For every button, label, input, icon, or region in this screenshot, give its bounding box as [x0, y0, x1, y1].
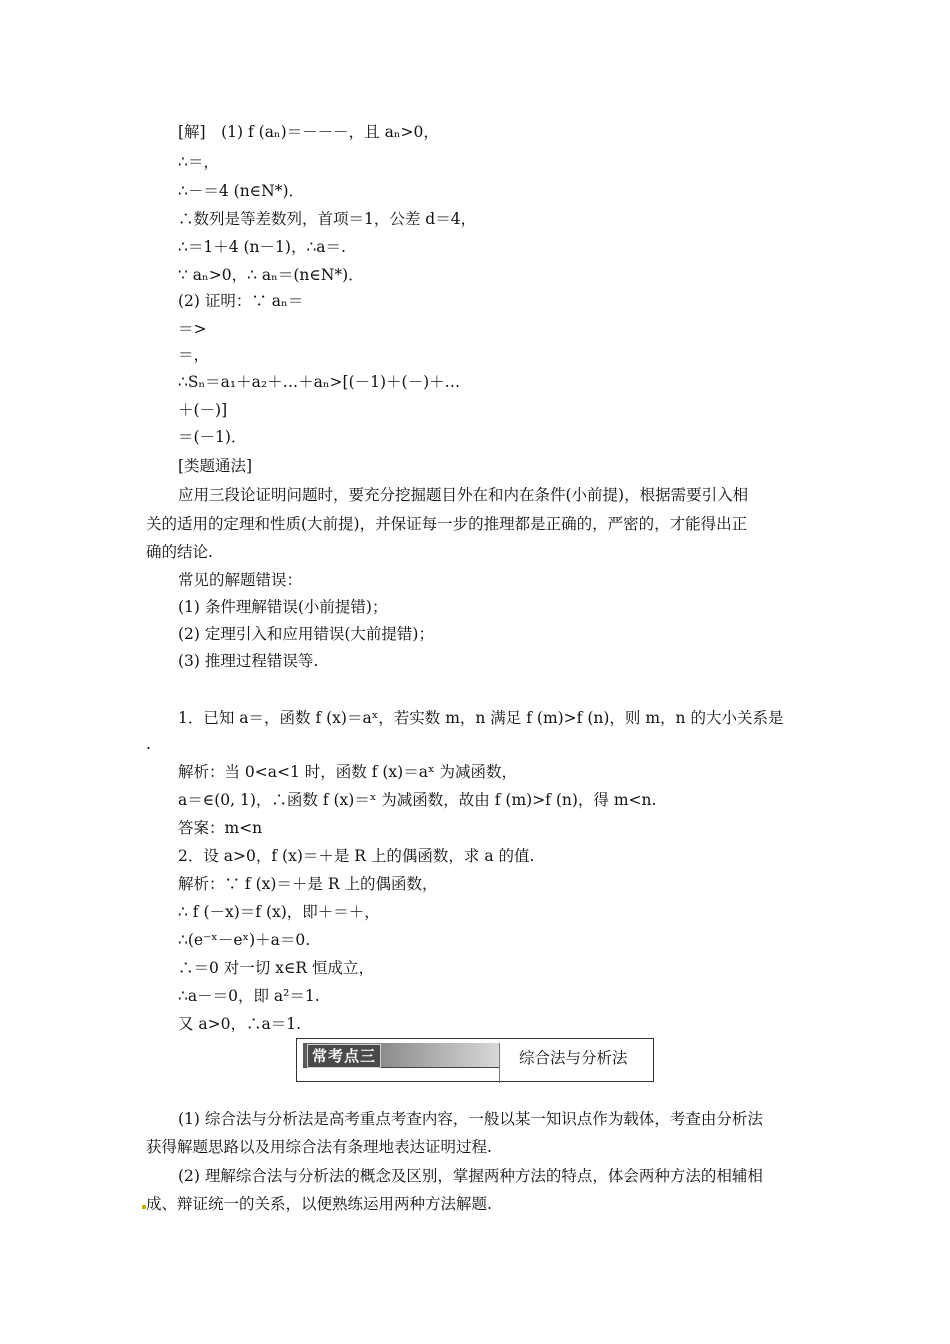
solution-line: ∵ aₙ>0，∴ aₙ＝(n∈N*)． [178, 266, 364, 284]
solution-line: ∴数列是等差数列，首项＝1，公差 d＝4， [178, 210, 477, 228]
exercise-line: 答案：m<n [178, 819, 263, 837]
exercise-line: 解析：当 0<a<1 时，函数 f (x)＝aˣ 为减函数， [178, 763, 517, 781]
method-paragraph-line: 应用三段论证明问题时，要充分挖掘题目外在和内在条件(小前提)，根据需要引入相 [178, 486, 749, 504]
question-1: 1．已知 a＝，函数 f (x)＝aˣ，若实数 m，n 满足 f (m)>f (n)，则 m，n 的大小关系是 [178, 709, 784, 727]
errors-heading: 常见的解题错误： [178, 571, 303, 589]
exercise-line: 又 a>0，∴a＝1. [178, 1015, 302, 1033]
error-item: (2) 定理引入和应用错误(大前提错)； [178, 625, 434, 643]
exercise-line: ∴(e⁻ˣ－eˣ)＋a＝0. [178, 931, 311, 949]
error-item: (3) 推理过程错误等. [178, 652, 319, 670]
section-title: 综合法与分析法 [519, 1049, 628, 1067]
solution-line: ∴＝， [178, 153, 219, 171]
method-paragraph-line: 关的适用的定理和性质(大前提)，并保证每一步的推理都是正确的，严密的，才能得出正 [146, 515, 748, 533]
exercise-line: 2．设 a>0，f (x)＝＋是 R 上的偶函数，求 a 的值. [178, 847, 535, 865]
solution-line: [解] (1) f (aₙ)＝－－－，且 aₙ>0， [178, 123, 439, 141]
solution-line: ＝， [178, 346, 210, 364]
solution-line: ＝(－1)． [178, 428, 247, 446]
solution-line: ＋(－)] [178, 401, 228, 419]
scan-mark [142, 1205, 146, 1209]
error-item: (1) 条件理解错误(小前提错)； [178, 598, 388, 616]
solution-line: ∴Sₙ＝a₁＋a₂＋…＋aₙ>[(－1)＋(－)＋… [178, 373, 461, 391]
method-heading: [类题通法] [178, 457, 253, 475]
question-1-continuation: . [146, 735, 151, 753]
closing-paragraph-line: 成、辩证统一的关系，以便熟练运用两种方法解题. [146, 1195, 492, 1213]
section-tag: 常考点三 [307, 1044, 381, 1068]
exercise-line: a＝∈(0, 1)，∴函数 f (x)＝ˣ 为减函数，故由 f (m)>f (n)，得 m<n. [178, 791, 657, 809]
solution-line: ∴－＝4 (n∈N*)． [178, 182, 305, 200]
method-paragraph-line: 确的结论. [146, 543, 213, 561]
solution-line: ∴＝1＋4 (n－1)，∴a＝. [178, 238, 346, 256]
closing-paragraph-line: 获得解题思路以及用综合法有条理地表达证明过程. [146, 1138, 492, 1156]
closing-paragraph-line: (2) 理解综合法与分析法的概念及区别，掌握两种方法的特点，体会两种方法的相辅相 [178, 1167, 763, 1185]
closing-paragraph-line: (1) 综合法与分析法是高考重点考查内容，一般以某一知识点作为载体，考查由分析法 [178, 1110, 763, 1128]
exercise-line: 解析：∵ f (x)＝＋是 R 上的偶函数， [178, 875, 438, 893]
exercise-line: ∴a－＝0，即 a²＝1. [178, 987, 320, 1005]
solution-line: ＝> [178, 320, 207, 338]
exercise-line: ∴ f (－x)＝f (x)，即＋＝＋， [178, 903, 380, 921]
solution-line: (2) 证明：∵ aₙ＝ [178, 292, 304, 310]
section-header-box [296, 1038, 654, 1082]
section-divider [499, 1043, 500, 1083]
exercise-line: ∴＝0 对一切 x∈R 恒成立， [178, 959, 375, 977]
